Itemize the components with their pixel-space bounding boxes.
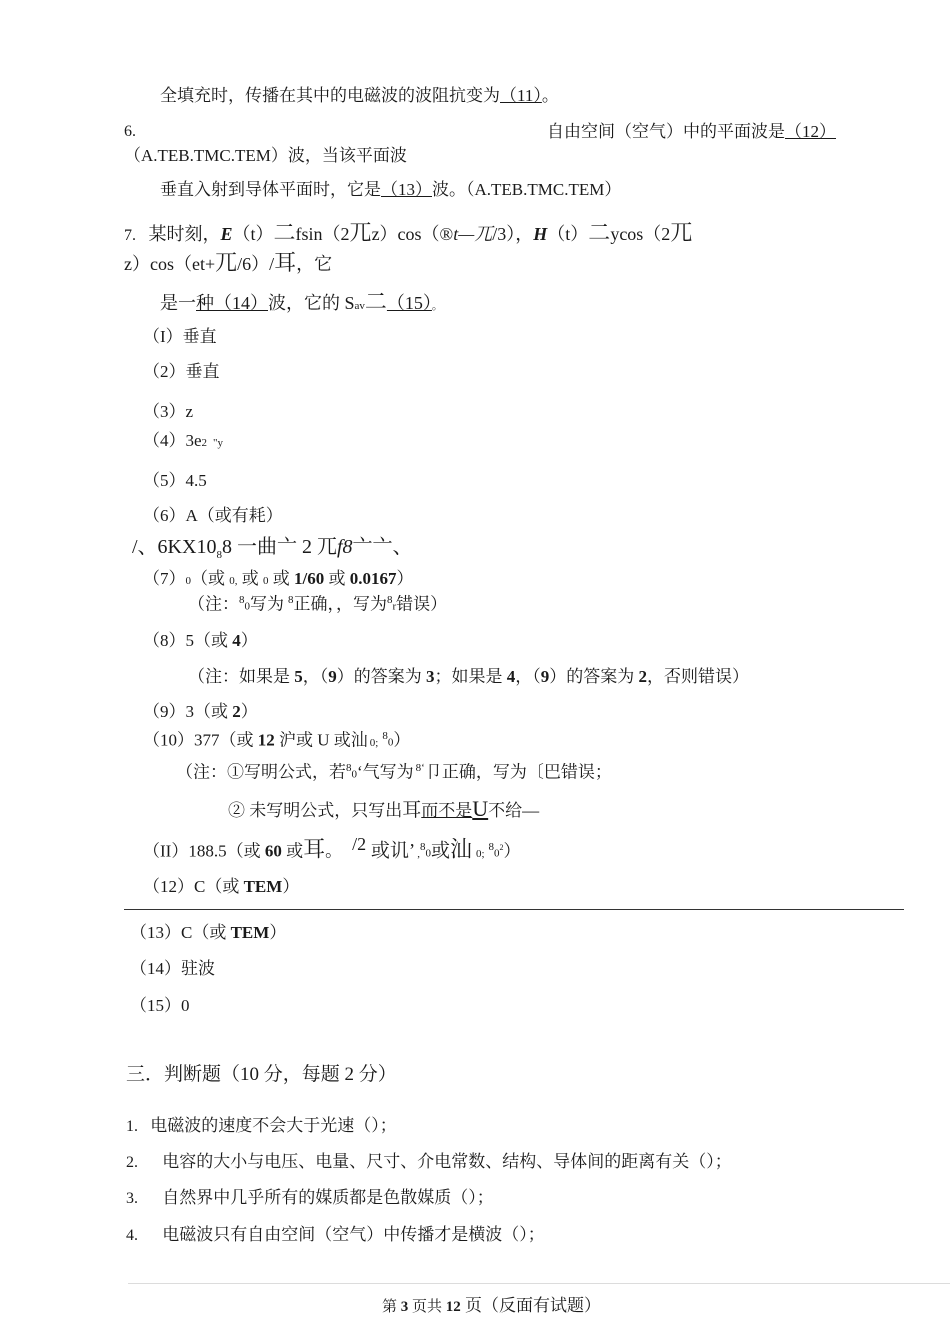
a12b: TEM [243, 877, 283, 896]
judge-item-1 [126, 1116, 397, 1136]
note8e: ）的答案为 [336, 667, 426, 686]
q7-line2d: 耳 [274, 250, 297, 275]
garbled-c: 8 一曲亠 2 兀 [221, 536, 337, 558]
q7-H: H [533, 224, 548, 244]
note8m: ，否则错误） [647, 667, 749, 686]
page-footer [382, 1296, 601, 1316]
a11j: 0 [425, 847, 431, 860]
a7h: 1/60 [294, 569, 325, 588]
judge-num-1: 1. [126, 1118, 138, 1135]
answer-3: （3）z [143, 402, 194, 421]
answer-4-main: （4）3e [143, 431, 202, 450]
note10f: 卩正确，写为〔巴错误； [424, 762, 612, 782]
note10e: 8‘ [415, 762, 425, 774]
garbled-formula-line [132, 535, 413, 562]
q7-line2b: 兀 [215, 250, 238, 275]
q7-line-3 [160, 289, 443, 315]
note7b: 8 [239, 594, 245, 606]
blank-11: （11） [500, 86, 542, 105]
answer-2: （2）垂直 [143, 362, 220, 381]
answer-4-tail: "y [213, 437, 224, 449]
a11g: 或讥’ [366, 840, 416, 862]
footer-rule [128, 1283, 950, 1284]
note8g: ；如果是 [434, 667, 507, 686]
note10j: U [472, 796, 489, 821]
blank-15: （15） [386, 293, 432, 313]
answer-5: （5）4.5 [143, 471, 207, 490]
blank-12: （12） [785, 122, 836, 141]
note10b: 8 [346, 762, 352, 774]
note8l: 2 [638, 667, 647, 686]
q7-seg2: （t） [232, 224, 274, 244]
blank-14: 种（14） [196, 293, 268, 313]
note8j: 9 [540, 667, 550, 686]
note10i: 而不是 [421, 801, 473, 820]
q7-line2c: /6）/ [237, 254, 275, 274]
answer-11 [143, 834, 521, 863]
q6-number: 6. [124, 123, 136, 140]
answer-15: （15）0 [130, 996, 190, 1015]
a7d: 0, [229, 575, 238, 587]
note7h: r [392, 600, 397, 613]
a11f: /2 [352, 834, 367, 854]
q7-line2e: ，它 [296, 254, 333, 274]
judge-text-4: 电磁波只有自由空间（空气）中传播才是横波（）； [162, 1225, 545, 1244]
a8c: ） [240, 631, 258, 650]
q6-line-c-text: 垂直入射到导体平面时，它是 [160, 180, 381, 199]
a13a: （13）C（或 [130, 923, 231, 942]
note8d: 9 [328, 667, 337, 686]
note10a: （注：①写明公式，若 [176, 762, 346, 782]
judge-item-2 [126, 1152, 732, 1172]
a12a: （12）C（或 [143, 877, 244, 896]
q7-seg5: 兀 [349, 220, 372, 245]
q7-number: 7. [124, 227, 136, 244]
garbled-d: f [336, 536, 343, 558]
judge-text-2: 电容的大小与电压、电量、尺寸、介电常数、结构、导体间的距离有关（）； [162, 1152, 732, 1171]
a12c: ） [282, 877, 300, 896]
a11i: 8 [419, 841, 426, 853]
note-7 [188, 594, 447, 615]
note-10-line-2 [228, 796, 539, 823]
a11n: 8 [488, 841, 495, 853]
q7-seg6: z）cos（® [371, 224, 454, 244]
note7f: 正确，，写为 [293, 594, 387, 614]
answer-9 [143, 702, 258, 722]
a7b: 0 [185, 575, 191, 587]
a10f: 0 [387, 736, 394, 749]
note7d: 写为 [250, 594, 284, 614]
answer-12 [143, 877, 299, 897]
q7-line3f: 。 [431, 300, 443, 312]
q7-seg11: ycos（2 [610, 224, 671, 244]
answer-4 [143, 431, 223, 451]
q6-line-c-end: 波。（A.TEB.TMC.TEM） [432, 180, 622, 199]
a11c: 或 [281, 841, 304, 861]
a11d: 耳 [303, 836, 326, 862]
note-10-line-1 [176, 762, 612, 783]
answer-7 [143, 569, 413, 589]
a11a: （II）188.5（或 [143, 841, 265, 861]
q6-right-text [547, 122, 836, 142]
q7-E: E [220, 224, 233, 244]
q7-line-1 [124, 220, 692, 246]
a11k: 或 [430, 840, 450, 862]
note8h: 4 [506, 667, 516, 686]
a8b: 4 [232, 631, 241, 650]
answer-1: （I）垂直 [143, 327, 217, 346]
q7-line3a: 是一 [160, 293, 196, 313]
garbled-f: 亠亠、 [352, 536, 413, 558]
a7c: （或 [191, 569, 230, 588]
note8i: ，（ [515, 667, 541, 686]
footer-page-total: 12 [445, 1299, 461, 1315]
answer-14: （14）驻波 [130, 959, 215, 978]
footer-page-number: 3 [400, 1299, 409, 1315]
q7-seg4: fsin（2 [295, 224, 350, 244]
note8a: （注：如果是 [188, 667, 295, 686]
answer-6: （6）A（或有耗） [143, 506, 283, 525]
a7f: 0 [263, 575, 269, 587]
a11q: ） [503, 841, 521, 861]
a13c: ） [269, 923, 287, 942]
q6-line-b: （A.TEB.TMC.TEM）波，当该平面波 [124, 146, 407, 165]
q7-seg9: （t） [547, 224, 589, 244]
horizontal-rule [124, 909, 904, 910]
a9a: （9）3（或 [143, 702, 233, 721]
a10d: 0; [369, 736, 379, 749]
judge-item-3 [126, 1188, 494, 1208]
a11e: 。 [325, 841, 343, 861]
note10g: ② 未写明公式，只写出 [228, 801, 403, 820]
a9b: 2 [232, 702, 241, 721]
note7c: 0 [244, 600, 250, 613]
garbled-b: 8 [216, 549, 222, 561]
q6-line-c [160, 180, 621, 200]
a11h: , [417, 847, 420, 860]
q7-seg3: 二 [273, 220, 296, 245]
q7-line-2 [124, 250, 332, 276]
footer-a: 第 [382, 1299, 401, 1315]
judge-num-4: 4. [126, 1227, 138, 1244]
footer-e: 页（反面有试题） [460, 1296, 602, 1315]
judge-num-2: 2. [126, 1154, 138, 1171]
a8a: （8）5（或 [143, 631, 233, 650]
q5-line [160, 86, 559, 106]
q6-right-label: 自由空间（空气）中的平面波是 [547, 122, 785, 141]
note7g: 8 [387, 594, 393, 606]
blank-13: （13） [381, 180, 432, 199]
q7-seg1: 某时刻， [148, 224, 221, 244]
a7j: 0.0167 [349, 569, 397, 588]
a7a: （7） [143, 569, 186, 588]
garbled-e: 8 [342, 536, 353, 558]
q7-seg10: 二 [588, 220, 611, 245]
note7i: 错误） [396, 594, 448, 614]
note10k: 不给— [488, 801, 540, 820]
note7e: 8 [288, 594, 294, 606]
q7-line3e: 二 [364, 289, 387, 314]
note8f: 3 [426, 667, 435, 686]
q5-end: 。 [541, 86, 559, 105]
a7e: 或 [237, 569, 263, 588]
a9c: ） [240, 702, 258, 721]
a10e: 8 [382, 730, 388, 742]
a11b: 60 [264, 841, 282, 861]
q7-seg7: t—兀 [453, 224, 493, 244]
a7k: ） [396, 569, 414, 588]
note8k: ）的答案为 [549, 667, 639, 686]
q7-line3c: 波，它的 S [268, 293, 355, 313]
q7-line3d: av [354, 300, 365, 312]
answer-13 [130, 923, 286, 943]
answer-8 [143, 631, 258, 651]
judge-num-3: 3. [126, 1190, 138, 1207]
a10c: 沪或 U 或汕 [274, 730, 368, 750]
note8c: ，（ [302, 667, 329, 686]
a10a: （10）377（或 [143, 730, 258, 750]
q5-text: 全填充时，传播在其中的电磁波的波阻抗变为 [160, 86, 500, 105]
a10g: ） [393, 730, 411, 750]
judge-text-1: 电磁波的速度不会大于光速（）； [150, 1116, 397, 1135]
note10c: 0 [351, 768, 357, 781]
garbled-a: /、6KX10 [132, 536, 217, 558]
answer-4-exp: 2 [201, 437, 208, 449]
q7-seg12: 兀 [670, 220, 693, 245]
footer-c: 页共 [408, 1299, 446, 1315]
judge-text-3: 自然界中几乎所有的媒质都是色散媒质（）； [162, 1188, 494, 1207]
a11l: 汕 [449, 836, 472, 862]
note10h: 耳 [402, 800, 422, 821]
a11o: 0 [494, 847, 500, 860]
a7i: 或 [324, 569, 350, 588]
judge-item-4 [126, 1225, 545, 1245]
answer-10 [143, 730, 410, 751]
note7a: （注： [188, 594, 239, 614]
note10d: ‘气写为 [357, 762, 414, 782]
a13b: TEM [230, 923, 270, 942]
note8b: 5 [294, 667, 303, 686]
a10b: 12 [257, 730, 275, 750]
q7-line2a: z）cos（et+ [124, 254, 216, 274]
q7-seg8: /3）， [492, 224, 534, 244]
a11m: 0; [475, 847, 485, 860]
a11p: 2 [499, 843, 504, 852]
note-8 [188, 667, 749, 687]
section-3-heading: 三．判断题（10 分，每题 2 分） [126, 1064, 397, 1085]
a7g: 或 [268, 569, 294, 588]
